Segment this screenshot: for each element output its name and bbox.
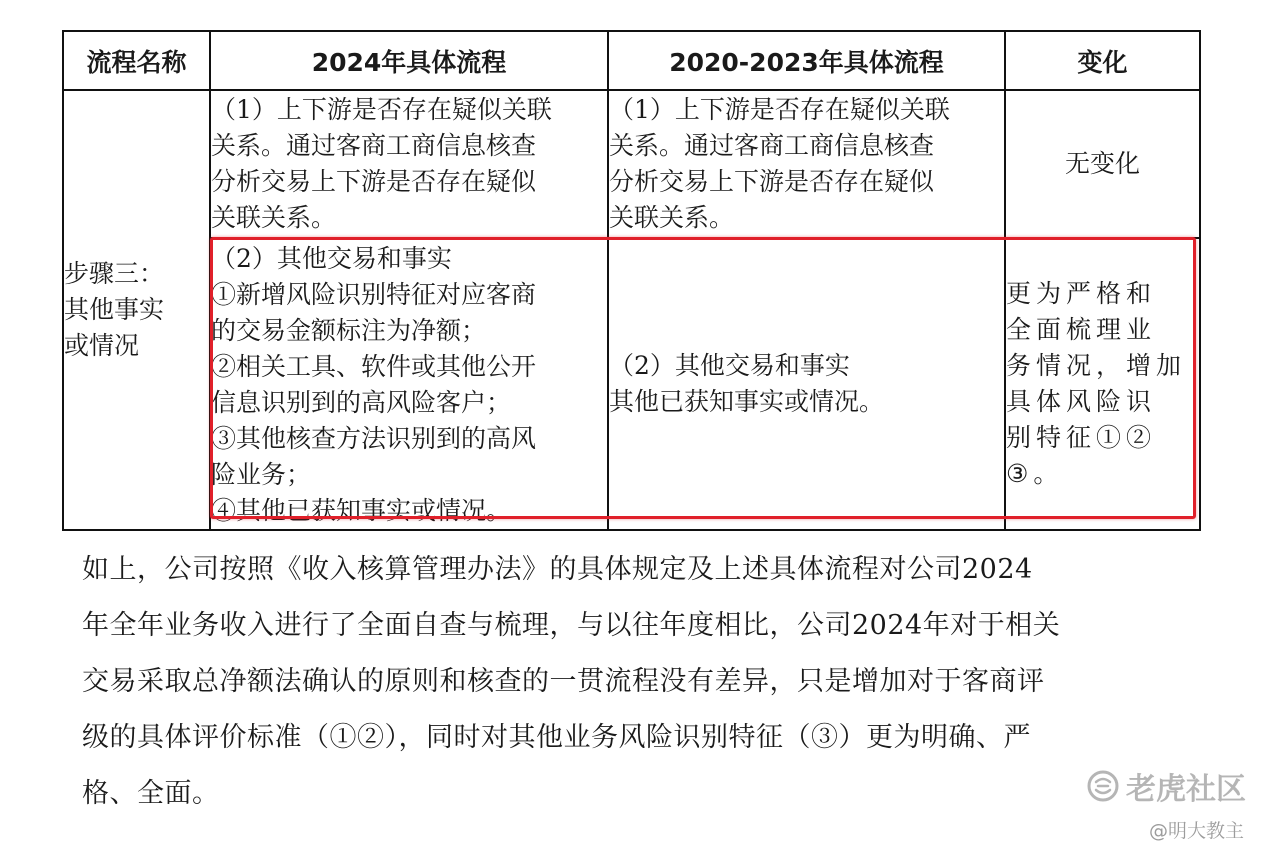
tiger-community-logo-icon bbox=[1086, 769, 1120, 803]
author-credit: @明大教主 bbox=[1148, 820, 1244, 842]
header-change: 变化 bbox=[1005, 31, 1200, 90]
step-name-cell bbox=[63, 90, 210, 530]
header-2020-2023-process: 2020-2023年具体流程 bbox=[608, 31, 1005, 90]
row1-2024-cell bbox=[210, 90, 608, 238]
row1-2020-2023-text: （1）上下游是否存在疑似关联 关系。通过客商工商信息核查 分析交易上下游是否存在疑似 关联关系。 bbox=[609, 95, 950, 232]
row1-2024-text: （1）上下游是否存在疑似关联 关系。通过客商工商信息核查 分析交易上下游是否存在疑似 关联关系。 bbox=[211, 95, 552, 232]
table-row bbox=[63, 90, 1200, 238]
table-header-row bbox=[63, 31, 1200, 90]
watermark-text: 老虎社区 bbox=[1126, 772, 1246, 807]
header-process-name: 流程名称 bbox=[63, 31, 210, 90]
step-name: 步骤三： 其他事实 或情况 bbox=[64, 259, 165, 360]
red-highlight-box bbox=[210, 237, 1196, 519]
row1-2020-2023-cell bbox=[608, 90, 1005, 238]
row1-change-text: 无变化 bbox=[1064, 149, 1140, 178]
row2-2020-2023-text: （2）其他交易和事实 其他已获知事实或情况。 bbox=[609, 351, 885, 416]
watermark bbox=[1086, 764, 1246, 808]
body-paragraph: 如上，公司按照《收入核算管理办法》的具体规定及上述具体流程对公司2024 年全年业务收入进行了全面自查与梳理，与以往年度相比，公司2024年对于相关 交易采取总净额法确认的原则和核查的一贯流程没有差异，只是增加对于客商评 级的具体评价标准（①②），同时对其他业务风险识别特征（③）更为明确、严 格、全面。 bbox=[82, 554, 1061, 809]
row2-2024-text: （2）其他交易和事实 ①新增风险识别特征对应客商 的交易金额标注为净额； ②相关工具、软件或其他公开 信息识别到的高风险客户； ③其他核查方法识别到的高风 险业务； ④其他已获知事实或情况。 bbox=[211, 244, 537, 525]
row1-change-cell bbox=[1005, 90, 1200, 238]
header-2024-process: 2024年具体流程 bbox=[210, 31, 608, 90]
row2-change-text: 更为严格和 全面梳理业 务情况，增加 具体风险识 别特征①② ③。 bbox=[1006, 279, 1187, 488]
